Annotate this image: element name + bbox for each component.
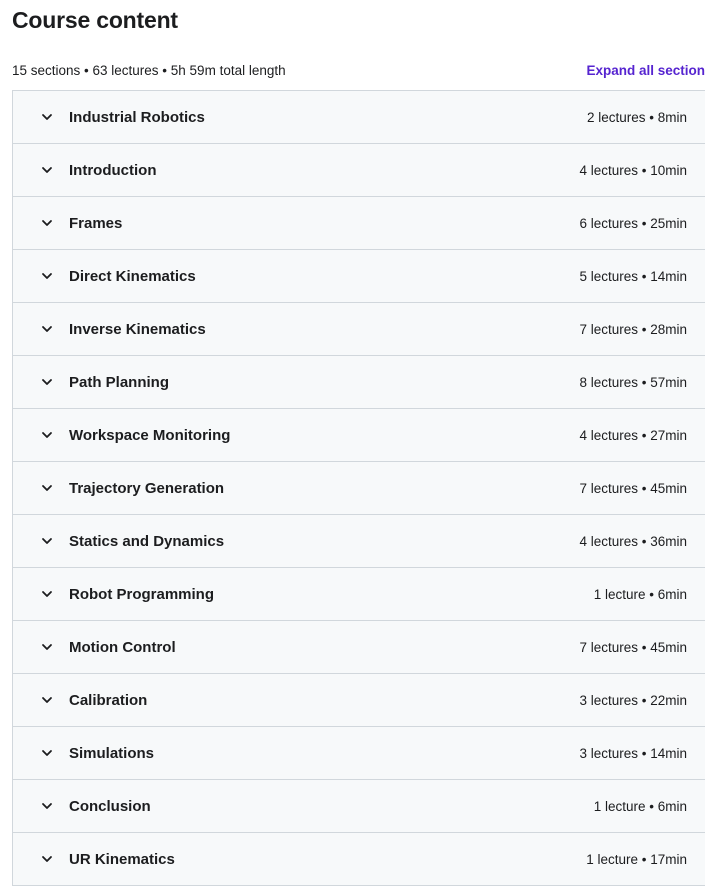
page-title: Course content	[12, 7, 178, 33]
section-title: Conclusion	[69, 797, 151, 815]
chevron-down-icon[interactable]	[40, 375, 54, 389]
expand-all-sections-button[interactable]: Expand all section	[586, 62, 705, 78]
chevron-down-icon[interactable]	[40, 799, 54, 813]
section-title: Workspace Monitoring	[69, 426, 231, 444]
section-meta: 7 lectures • 28min	[579, 321, 687, 337]
section-title: Path Planning	[69, 373, 170, 391]
section-row[interactable]	[13, 727, 705, 780]
chevron-down-icon[interactable]	[40, 269, 54, 283]
chevron-down-icon[interactable]	[40, 640, 54, 654]
section-row[interactable]	[13, 144, 705, 197]
section-title: Introduction	[69, 161, 157, 179]
section-meta: 4 lectures • 27min	[579, 427, 687, 443]
section-row[interactable]	[13, 621, 705, 674]
section-row[interactable]	[13, 568, 705, 621]
section-meta: 6 lectures • 25min	[579, 215, 687, 231]
section-meta: 4 lectures • 36min	[579, 533, 687, 549]
chevron-down-icon[interactable]	[40, 481, 54, 495]
section-row[interactable]	[13, 833, 705, 886]
section-meta: 2 lectures • 8min	[586, 109, 687, 125]
section-meta: 5 lectures • 14min	[579, 268, 687, 284]
section-title: UR Kinematics	[69, 850, 175, 868]
section-meta: 1 lecture • 6min	[593, 586, 687, 602]
section-title: Simulations	[69, 744, 155, 762]
section-row[interactable]	[13, 250, 705, 303]
chevron-down-icon[interactable]	[40, 852, 54, 866]
section-title: Trajectory Generation	[69, 479, 225, 497]
chevron-down-icon[interactable]	[40, 534, 54, 548]
section-row[interactable]	[13, 303, 705, 356]
chevron-down-icon[interactable]	[40, 163, 54, 177]
course-summary: 15 sections • 63 lectures • 5h 59m total length	[12, 62, 286, 78]
summary-row	[12, 60, 705, 80]
section-meta: 3 lectures • 22min	[579, 692, 687, 708]
chevron-down-icon[interactable]	[40, 693, 54, 707]
section-row[interactable]	[13, 197, 705, 250]
chevron-down-icon[interactable]	[40, 587, 54, 601]
section-title: Industrial Robotics	[69, 108, 205, 126]
section-row[interactable]	[13, 91, 705, 144]
section-meta: 4 lectures • 10min	[579, 162, 687, 178]
section-row[interactable]	[13, 462, 705, 515]
section-title: Calibration	[69, 691, 148, 709]
section-row[interactable]	[13, 409, 705, 462]
section-title: Statics and Dynamics	[69, 532, 225, 550]
section-row[interactable]	[13, 674, 705, 727]
section-title: Robot Programming	[69, 585, 214, 603]
section-meta: 8 lectures • 57min	[579, 374, 687, 390]
section-title: Motion Control	[69, 638, 176, 656]
chevron-down-icon[interactable]	[40, 746, 54, 760]
section-meta: 7 lectures • 45min	[579, 639, 687, 655]
chevron-down-icon[interactable]	[40, 216, 54, 230]
chevron-down-icon[interactable]	[40, 428, 54, 442]
section-title: Inverse Kinematics	[69, 320, 206, 338]
section-title: Frames	[69, 214, 123, 232]
section-row[interactable]	[13, 356, 705, 409]
chevron-down-icon[interactable]	[40, 110, 54, 124]
section-meta: 1 lecture • 6min	[593, 798, 687, 814]
section-list	[12, 90, 705, 886]
section-row[interactable]	[13, 780, 705, 833]
section-title: Direct Kinematics	[69, 267, 196, 285]
section-meta: 1 lecture • 17min	[586, 851, 687, 867]
section-meta: 3 lectures • 14min	[579, 745, 687, 761]
chevron-down-icon[interactable]	[40, 322, 54, 336]
section-meta: 7 lectures • 45min	[579, 480, 687, 496]
section-row[interactable]	[13, 515, 705, 568]
